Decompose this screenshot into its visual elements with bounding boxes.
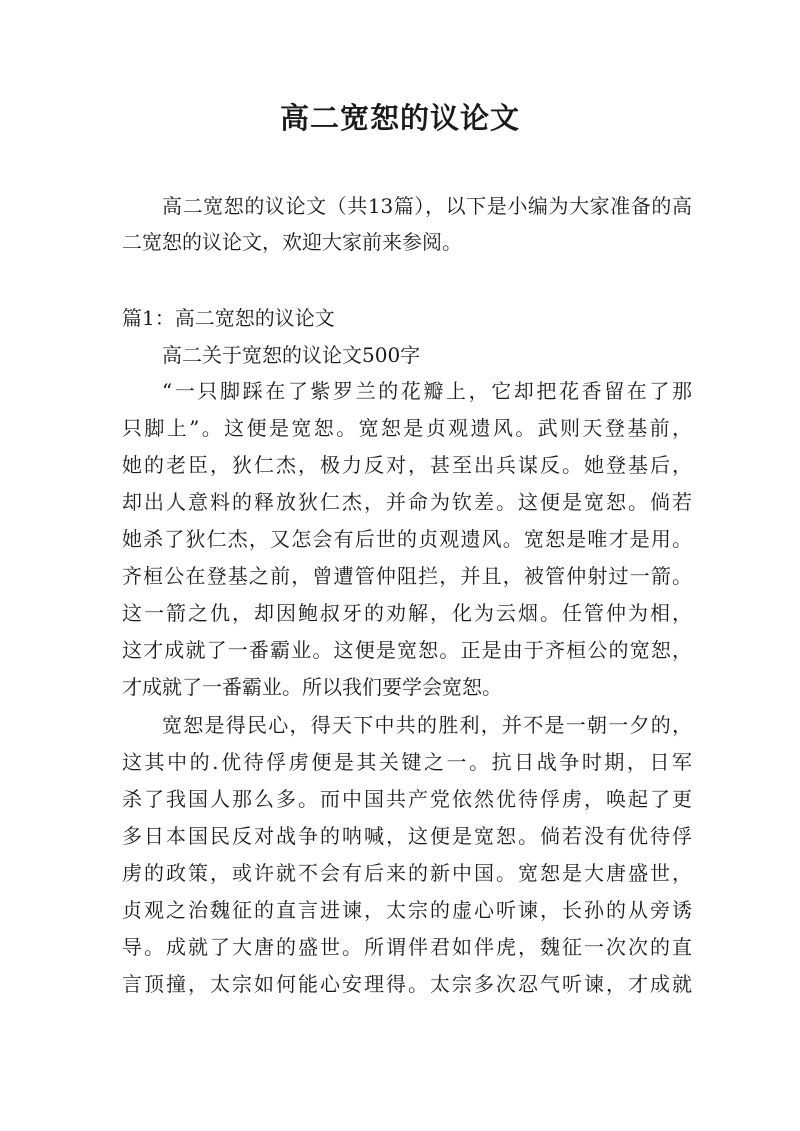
paragraph-line: 却出人意料的释放狄仁杰，并命为钦差。这便是宽恕。倘若: [122, 490, 692, 514]
paragraph-line: 这其中的.优待俘虏便是其关键之一。抗日战争时期，日军: [122, 750, 692, 774]
paragraph-line: 贞观之治魏征的直言进谏，太宗的虚心听谏，长孙的从旁诱: [122, 898, 692, 922]
paragraph-line: 她杀了狄仁杰，又怎会有后世的贞观遗风。宽恕是唯才是用。: [122, 527, 692, 551]
intro-paragraph: 高二宽恕的议论文（共13篇），以下是小编为大家准备的高二宽恕的议论文，欢迎大家前来参阅。: [122, 194, 692, 254]
paragraph-line: 虏的政策，或许就不会有后来的新中国。宽恕是大唐盛世，: [122, 861, 692, 885]
paragraph-line: 这才成就了一番霸业。这便是宽恕。正是由于齐桓公的宽恕，: [122, 638, 692, 662]
paragraph-line: 导。成就了大唐的盛世。所谓伴君如伴虎，魏征一次次的直: [122, 935, 692, 959]
paragraph-line: 齐桓公在登基之前，曾遭管仲阻拦，并且，被管仲射过一箭。: [122, 564, 692, 588]
paragraph-1: [122, 373, 692, 706]
paragraph-line: 她的老臣，狄仁杰，极力反对，甚至出兵谋反。她登基后，: [122, 453, 692, 477]
article-subheading: 高二关于宽恕的议论文500字: [162, 343, 421, 367]
paragraph-line: “一只脚踩在了紫罗兰的花瓣上，它却把花香留在了那: [162, 379, 692, 403]
paragraph-line: 杀了我国人那么多。而中国共产党依然优待俘虏，唤起了更: [122, 787, 692, 811]
article-heading: 篇1：高二宽恕的议论文: [122, 306, 335, 330]
paragraph-2: [122, 707, 692, 1003]
paragraph-line: 言顶撞，太宗如何能心安理得。太宗多次忍气听谏，才成就: [122, 972, 692, 996]
paragraph-line: 才成就了一番霸业。所以我们要学会宽恕。: [122, 675, 502, 699]
document-title: 高二宽恕的议论文: [279, 101, 520, 135]
paragraph-line: 这一箭之仇，却因鲍叔牙的劝解，化为云烟。任管仲为相，: [122, 601, 692, 625]
paragraph-line: 宽恕是得民心，得天下中共的胜利，并不是一朝一夕的，: [162, 713, 692, 737]
paragraph-line: 多日本国民反对战争的呐喊，这便是宽恕。倘若没有优待俘: [122, 824, 692, 848]
paragraph-line: 只脚上”。这便是宽恕。宽恕是贞观遗风。武则天登基前，: [122, 416, 692, 440]
